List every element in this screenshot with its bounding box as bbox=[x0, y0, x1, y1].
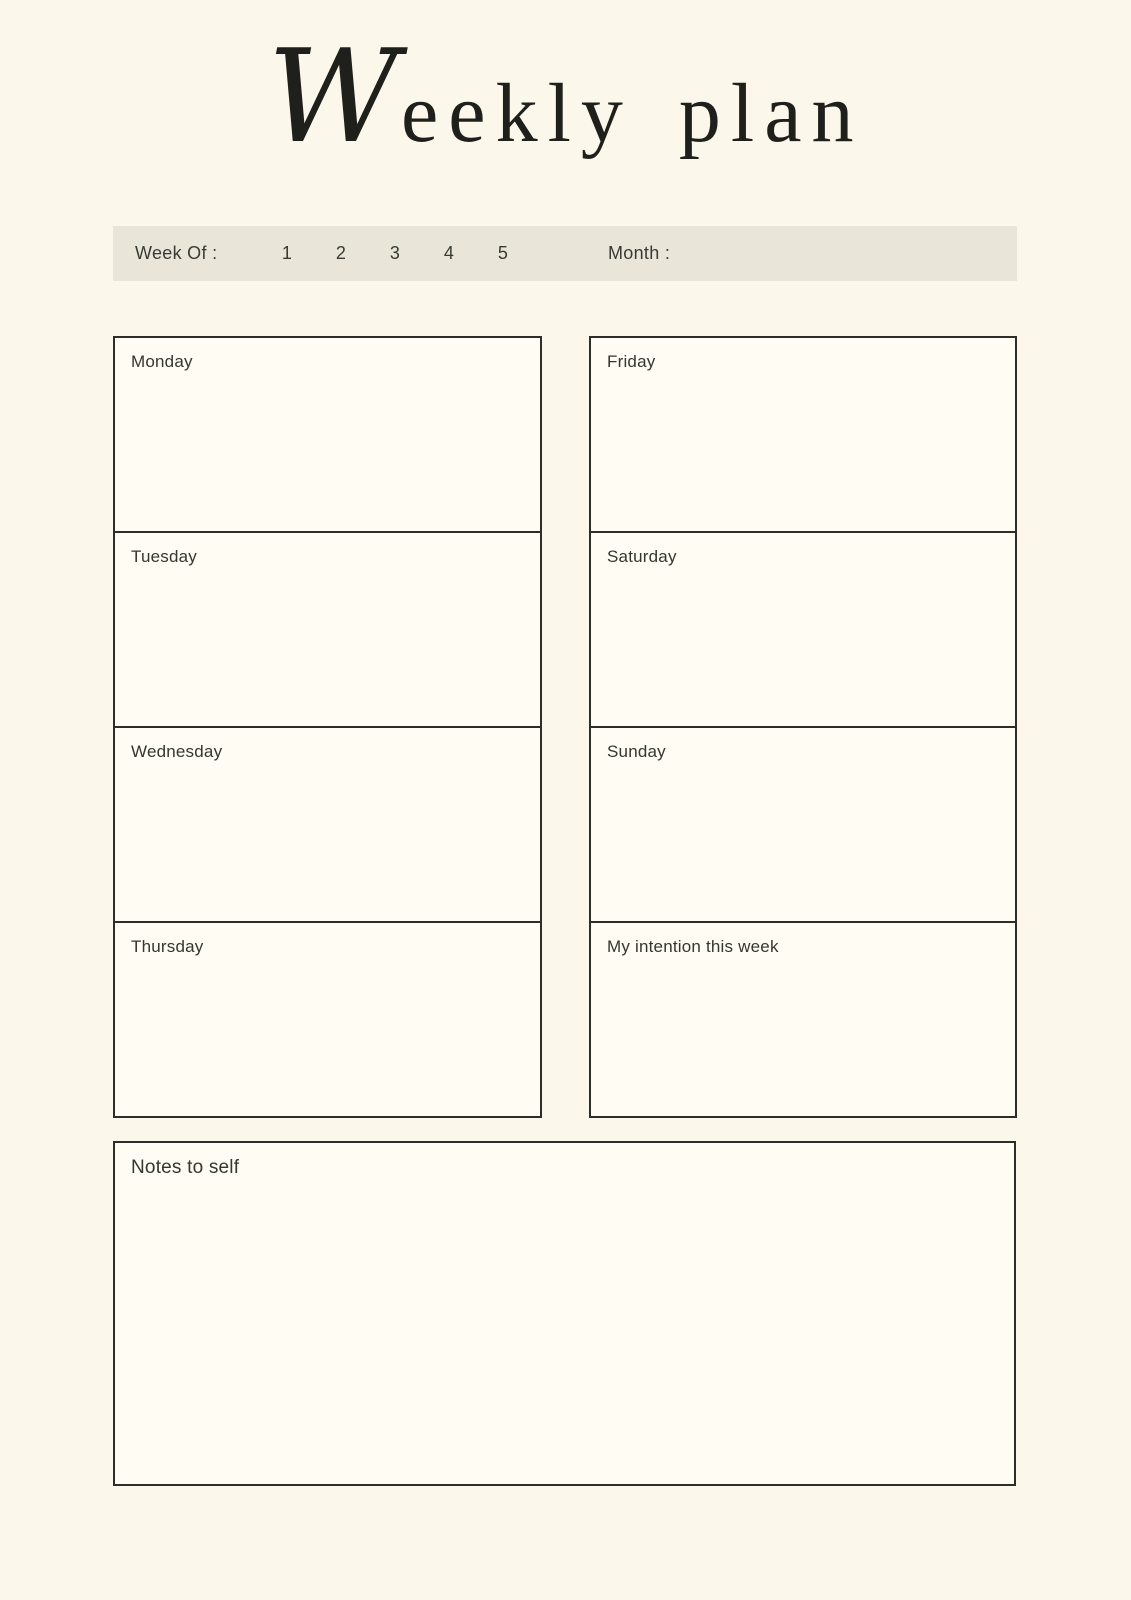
day-label-saturday: Saturday bbox=[607, 547, 677, 566]
day-label-tuesday: Tuesday bbox=[131, 547, 197, 566]
month-value-area[interactable] bbox=[688, 226, 997, 281]
day-notes-area-tuesday[interactable] bbox=[115, 567, 540, 726]
day-cell-friday bbox=[591, 338, 1015, 531]
day-notes-area-monday[interactable] bbox=[115, 372, 540, 531]
day-column-left bbox=[113, 336, 542, 1118]
day-notes-area-thursday[interactable] bbox=[115, 957, 540, 1116]
day-cell-monday bbox=[115, 338, 540, 531]
day-label-thursday: Thursday bbox=[131, 937, 204, 956]
day-label-friday: Friday bbox=[607, 352, 656, 371]
day-notes-area-sunday[interactable] bbox=[591, 762, 1015, 921]
day-label-intention: My intention this week bbox=[607, 937, 779, 956]
day-notes-area-intention[interactable] bbox=[591, 957, 1015, 1116]
week-number-1[interactable]: 1 bbox=[281, 243, 293, 263]
notes-panel bbox=[113, 1141, 1016, 1486]
day-label-wednesday: Wednesday bbox=[131, 742, 223, 761]
page-title-word1-rest: eekly bbox=[401, 67, 633, 160]
page-title bbox=[0, 23, 1131, 172]
day-notes-area-friday[interactable] bbox=[591, 372, 1015, 531]
week-number-4[interactable]: 4 bbox=[443, 243, 455, 263]
day-cell-sunday bbox=[591, 726, 1015, 921]
day-cell-intention bbox=[591, 921, 1015, 1116]
day-notes-area-wednesday[interactable] bbox=[115, 762, 540, 921]
day-column-right bbox=[589, 336, 1017, 1118]
day-notes-area-saturday[interactable] bbox=[591, 567, 1015, 726]
notes-label: Notes to self bbox=[131, 1157, 240, 1178]
day-cell-thursday bbox=[115, 921, 540, 1116]
month-label: Month : bbox=[608, 243, 671, 263]
week-number-3[interactable]: 3 bbox=[389, 243, 401, 263]
week-number-5[interactable]: 5 bbox=[497, 243, 509, 263]
day-label-monday: Monday bbox=[131, 352, 193, 371]
page-title-word2: plan bbox=[678, 67, 864, 160]
day-cell-tuesday bbox=[115, 531, 540, 726]
page-title-initial: W bbox=[267, 23, 402, 172]
day-cell-saturday bbox=[591, 531, 1015, 726]
notes-area[interactable] bbox=[115, 1179, 1014, 1484]
day-cell-wednesday bbox=[115, 726, 540, 921]
week-header-bar bbox=[113, 226, 1017, 281]
week-of-label: Week Of : bbox=[135, 243, 218, 263]
day-label-sunday: Sunday bbox=[607, 742, 666, 761]
week-number-group bbox=[281, 243, 509, 264]
week-number-2[interactable]: 2 bbox=[335, 243, 347, 263]
